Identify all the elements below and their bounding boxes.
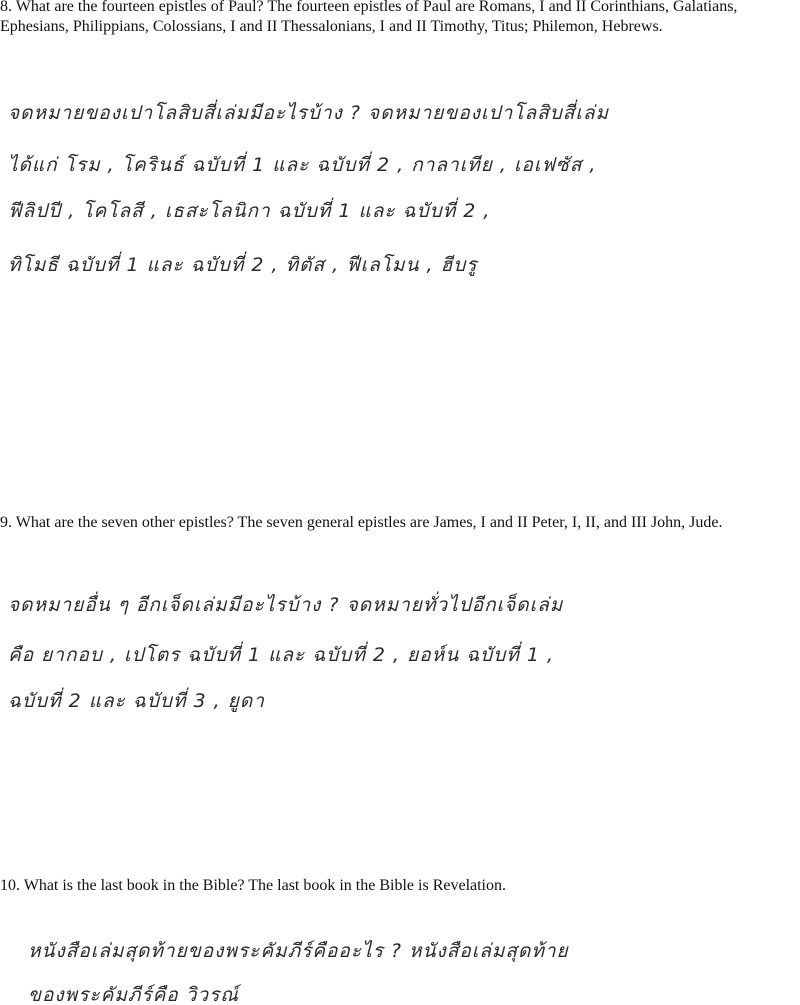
question-10-text: 10. What is the last book in the Bible? The last book in the Bible is Revelation. <box>0 877 506 894</box>
handwriting-line: ฉบับที่ 2 และ ฉบับที่ 3 , ยูดา <box>8 690 265 712</box>
handwriting-line: ทิโมธี ฉบับที่ 1 และ ฉบับที่ 2 , ทิตัส , ฟีเลโมน , ฮีบรู <box>8 254 478 276</box>
handwriting-line: ของพระคัมภีร์คือ วิวรณ์ <box>28 984 239 1005</box>
handwriting-line: จดหมายของเปาโลสิบสี่เล่มมีอะไรบ้าง ? จดหมายของเปาโลสิบสี่เล่ม <box>8 102 610 124</box>
handwriting-line: จดหมายอื่น ๆ อีกเจ็ดเล่มมีอะไรบ้าง ? จดหมายทั่วไปอีกเจ็ดเล่ม <box>8 594 564 616</box>
question-8-text: 8. What are the fourteen epistles of Paul? The fourteen epistles of Paul are Romans, I and II Corinthians, Galatians, Ephesians, Philippians, Colossians, I and II Thessalonians, I and II Timothy, Titus; Philemon, Hebrews. <box>0 0 738 35</box>
handwriting-line: ได้แก่ โรม , โครินธ์ ฉบับที่ 1 และ ฉบับที่ 2 , กาลาเทีย , เอเฟซัส , <box>8 154 597 176</box>
question-10 <box>0 876 800 896</box>
question-8 <box>0 0 800 37</box>
handwriting-line: ฟีลิปปี , โคโลสี , เธสะโลนิกา ฉบับที่ 1 และ ฉบับที่ 2 , <box>8 200 491 222</box>
handwriting-line: คือ ยากอบ , เปโตร ฉบับที่ 1 และ ฉบับที่ 2 , ยอห์น ฉบับที่ 1 , <box>8 644 555 666</box>
question-9 <box>0 513 800 533</box>
question-9-text: 9. What are the seven other epistles? The seven general epistles are James, I and II Peter, I, II, and III John, Jude. <box>0 514 723 531</box>
handwriting-line: หนังสือเล่มสุดท้ายของพระคัมภีร์คืออะไร ? หนังสือเล่มสุดท้าย <box>28 940 569 962</box>
